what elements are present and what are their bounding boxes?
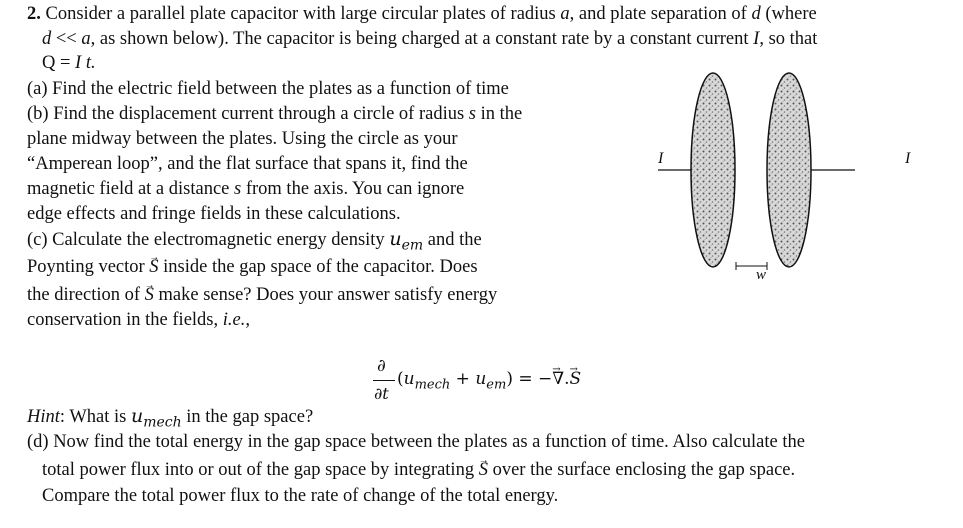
part-d-line-2: total power flux into or out of the gap space by integrating → S over the surface enclosing the gap space. xyxy=(42,459,795,481)
hint: Hint: What is $u_{mech}$ in the gap space? xyxy=(27,405,314,431)
part-d-line-1: (d) Now find the total energy in the gap space between the plates as a function of time. Also calculate the xyxy=(27,432,805,452)
hint-label: Hint xyxy=(27,407,60,427)
equation-denominator: ∂t xyxy=(374,384,389,403)
part-a: (a) Find the electric field between the plates as a function of time xyxy=(27,79,509,99)
problem-intro-line-1: 2. Consider a parallel plate capacitor with large circular plates of radius a, and plate separation of d (where xyxy=(27,4,817,24)
equation-numerator: ∂ xyxy=(377,356,386,376)
problem-intro-line-3: Q = I t. xyxy=(42,53,96,73)
part-c-line-3: the direction of → S make sense? Does your answer satisfy energy xyxy=(27,284,497,306)
part-b-line-3: “Amperean loop”, and the flat surface that spans it, find the xyxy=(27,154,468,174)
left-plate xyxy=(691,73,735,267)
part-b-line-4: magnetic field at a distance s from the axis. You can ignore xyxy=(27,179,465,199)
part-b-line-1: (b) Find the displacement current through a circle of radius s in the xyxy=(27,104,523,124)
label-gap-width: w xyxy=(756,267,767,283)
part-c-line-1: (c) Calculate the electromagnetic energy density $u_{em}$ and the xyxy=(27,228,482,254)
part-c-line-4: conservation in the fields, i.e., xyxy=(27,310,250,330)
part-b-line-2: plane midway between the plates. Using the circle as your xyxy=(27,129,458,149)
label-current-left: I xyxy=(658,150,664,167)
equation-body: $(u_{mech} + u_{em})$ = −→ ∇.→ S xyxy=(397,368,581,396)
problem-number: 2. xyxy=(27,4,41,24)
part-c-line-2: Poynting vector → S inside the gap space of the capacitor. Does xyxy=(27,256,478,278)
label-current-right: I xyxy=(905,150,911,167)
part-b-line-5: edge effects and fringe fields in these calculations. xyxy=(27,204,401,224)
problem-intro-line-2: d << a, as shown below). The capacitor is being charged at a constant rate by a constant current I, so that xyxy=(42,29,818,49)
part-d-line-3: Compare the total power flux to the rate of change of the total energy. xyxy=(42,486,559,506)
right-plate xyxy=(767,73,811,267)
